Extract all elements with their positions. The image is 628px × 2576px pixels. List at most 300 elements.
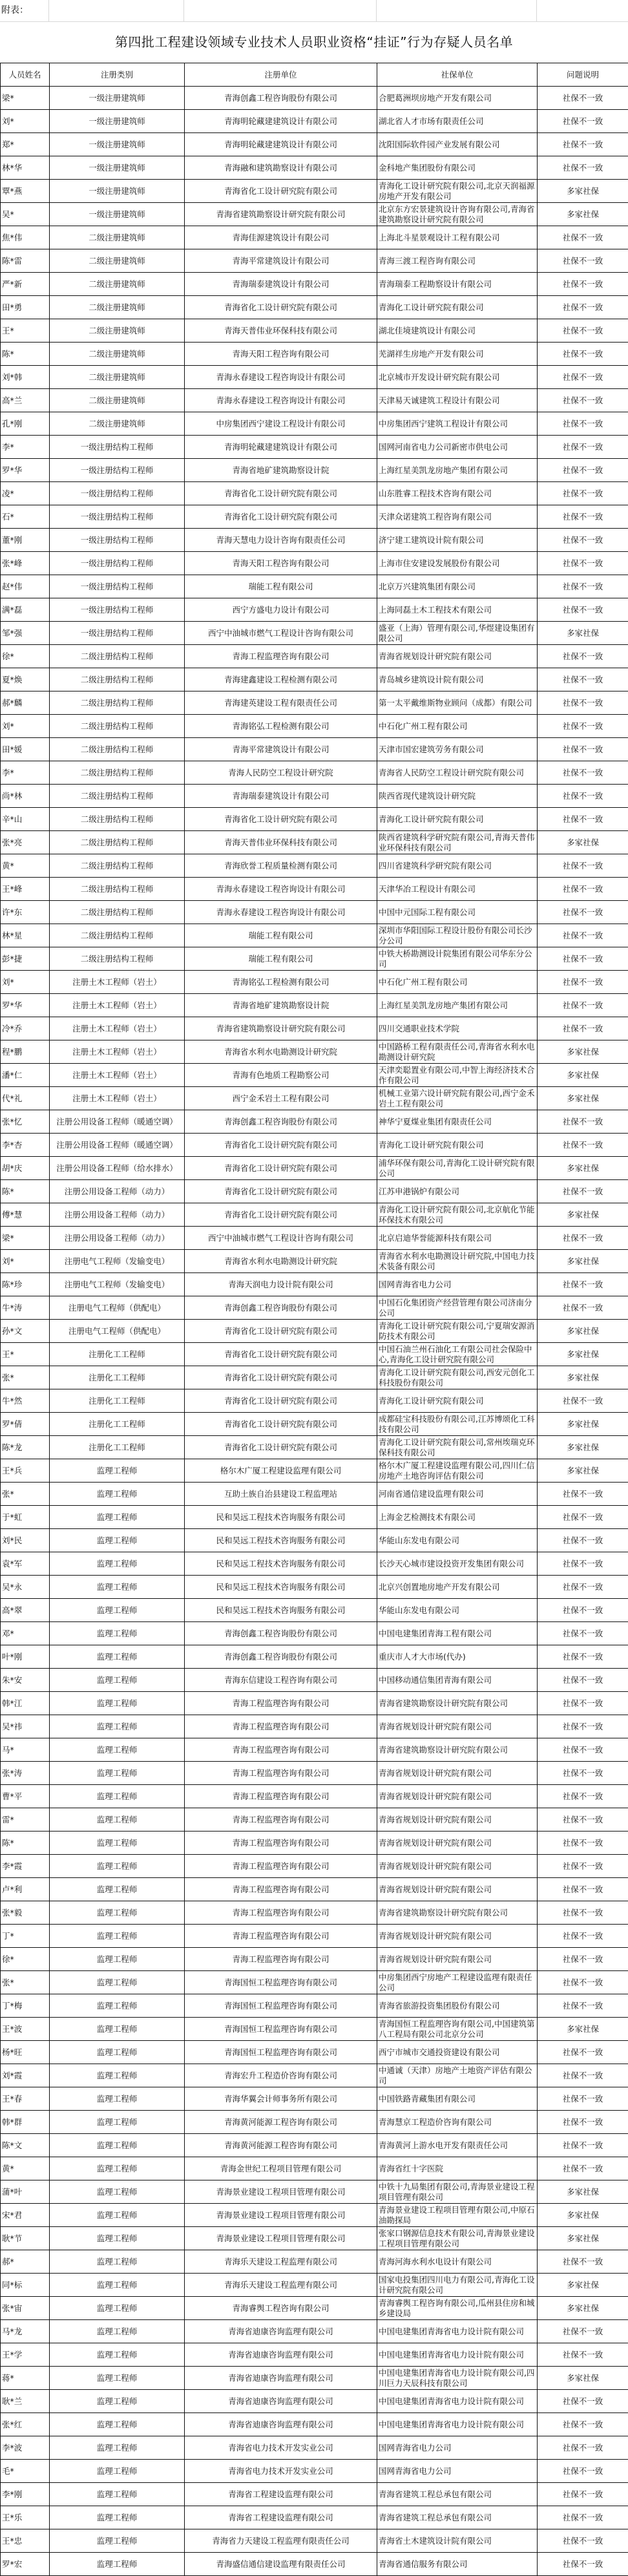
person-name-cell: 罗*华 bbox=[1, 459, 50, 482]
registered-unit-cell: 青海天阳工程咨询有限公司 bbox=[185, 552, 377, 575]
registered-unit-cell: 青海省化工设计研究院有限公司 bbox=[185, 1157, 377, 1180]
issue-cell: 多家社保 bbox=[538, 2204, 628, 2227]
table-row bbox=[1, 622, 628, 645]
registered-unit-cell: 青海天慧电力设计咨询有限责任公司 bbox=[185, 529, 377, 552]
social-security-unit-cell: 青海化工设计研究院有限公司,常州埃瑞克环保科技有限公司 bbox=[377, 1436, 538, 1459]
issue-cell: 社保不一致 bbox=[538, 785, 628, 808]
table-row bbox=[1, 1017, 628, 1040]
table-row bbox=[1, 2180, 628, 2204]
issue-cell: 社保不一致 bbox=[538, 947, 628, 971]
table-row bbox=[1, 1459, 628, 1483]
registration-type-cell: 二级注册结构工程师 bbox=[50, 645, 185, 668]
person-name-cell: 刘* bbox=[1, 1250, 50, 1273]
registered-unit-cell: 青海黄河能源工程咨询有限公司 bbox=[185, 2111, 377, 2134]
registered-unit-cell: 青海平常建筑设计有限公司 bbox=[185, 738, 377, 761]
person-name-cell: 张*忆 bbox=[1, 1110, 50, 1134]
person-name-cell: 林*华 bbox=[1, 156, 50, 180]
person-name-cell: 潘*仁 bbox=[1, 1064, 50, 1087]
registered-unit-cell: 青海国恒工程监理咨询有限公司 bbox=[185, 2041, 377, 2064]
registration-type-cell: 监理工程师 bbox=[50, 1529, 185, 1552]
table-row bbox=[1, 2087, 628, 2111]
registered-unit-cell: 青海有色地质工程勘察公司 bbox=[185, 1064, 377, 1087]
person-name-cell: 田*媛 bbox=[1, 738, 50, 761]
person-name-cell: 陈*珍 bbox=[1, 1273, 50, 1296]
issue-cell: 多家社保 bbox=[538, 2227, 628, 2250]
social-security-unit-cell: 青海瑞泰工程勘察设计有限公司 bbox=[377, 273, 538, 296]
issue-cell: 社保不一致 bbox=[538, 2553, 628, 2576]
issue-cell: 社保不一致 bbox=[538, 2460, 628, 2483]
table-row bbox=[1, 529, 628, 552]
table-row bbox=[1, 1506, 628, 1529]
registered-unit-cell: 青海创鑫工程咨询股份有限公司 bbox=[185, 1110, 377, 1134]
registered-unit-cell: 民和昊远工程技术咨询服务有限公司 bbox=[185, 1576, 377, 1599]
registered-unit-cell: 青海景业建设工程项目管理有限公司 bbox=[185, 2204, 377, 2227]
social-security-unit-cell: 北京东方宏景建筑设计咨询有限公司,青海省建筑勘察设计研究院有限公司 bbox=[377, 203, 538, 226]
table-row bbox=[1, 1296, 628, 1320]
registered-unit-cell: 西宁中油城市燃气工程设计咨询有限公司 bbox=[185, 622, 377, 645]
social-security-unit-cell: 青海化工设计研究院有限公司,北京天润福源房地产开发有限公司 bbox=[377, 180, 538, 203]
person-name-cell: 陈* bbox=[1, 343, 50, 366]
issue-cell: 社保不一致 bbox=[538, 2134, 628, 2157]
issue-cell: 社保不一致 bbox=[538, 645, 628, 668]
issue-cell: 多家社保 bbox=[538, 1320, 628, 1343]
person-name-cell: 李*波 bbox=[1, 2436, 50, 2460]
social-security-unit-cell: 中通诚（天津）房地产土地资产评估有限公司 bbox=[377, 2064, 538, 2087]
person-name-cell: 凌* bbox=[1, 482, 50, 505]
registration-type-cell: 监理工程师 bbox=[50, 1715, 185, 1738]
registered-unit-cell: 青海工程监理咨询有限公司 bbox=[185, 1808, 377, 1832]
registered-unit-cell: 青海建英建设工程有限责任公司 bbox=[185, 692, 377, 715]
issue-cell: 多家社保 bbox=[538, 2018, 628, 2041]
registered-unit-cell: 青海创鑫工程咨询股份有限公司 bbox=[185, 1296, 377, 1320]
person-name-cell: 李*霞 bbox=[1, 1855, 50, 1878]
header-name: 人员姓名 bbox=[1, 63, 50, 87]
social-security-unit-cell: 陕西省现代建筑设计研究院 bbox=[377, 785, 538, 808]
registered-unit-cell: 民和昊远工程技术咨询服务有限公司 bbox=[185, 1506, 377, 1529]
person-name-cell: 石* bbox=[1, 505, 50, 529]
social-security-unit-cell: 格尔木广厦工程建设监理有限公司,四川仁信房地产土地咨询评估有限公司 bbox=[377, 1459, 538, 1483]
issue-cell: 社保不一致 bbox=[538, 273, 628, 296]
person-name-cell: 王*乐 bbox=[1, 2506, 50, 2529]
social-security-unit-cell: 神华宁夏煤业集团有限责任公司 bbox=[377, 1110, 538, 1134]
social-security-unit-cell: 中国电建集团青海省电力设计院有限公司 bbox=[377, 2390, 538, 2413]
issue-cell: 社保不一致 bbox=[538, 878, 628, 901]
registration-type-cell: 监理工程师 bbox=[50, 1808, 185, 1832]
registered-unit-cell: 青海省迪康咨询监理有限公司 bbox=[185, 2367, 377, 2390]
social-security-unit-cell: 机械工业第六设计研究院有限公司,西宁金禾岩土工程有限公司 bbox=[377, 1087, 538, 1110]
issue-cell: 社保不一致 bbox=[538, 1599, 628, 1622]
table-row bbox=[1, 366, 628, 389]
social-security-unit-cell: 山东胜睿工程技术咨询有限公司 bbox=[377, 482, 538, 505]
issue-cell: 多家社保 bbox=[538, 1157, 628, 1180]
registered-unit-cell: 青海工程监理咨询有限公司 bbox=[185, 1715, 377, 1738]
registration-type-cell: 监理工程师 bbox=[50, 2180, 185, 2204]
social-security-unit-cell: 中国路桥工程有限责任公司,青海省水利水电勘测设计研究院 bbox=[377, 1040, 538, 1064]
issue-cell: 社保不一致 bbox=[538, 1948, 628, 1971]
registration-type-cell: 一级注册建筑师 bbox=[50, 110, 185, 133]
registration-type-cell: 二级注册结构工程师 bbox=[50, 785, 185, 808]
social-security-unit-cell: 中国石油兰州石油化工有限公司社会保险中心,青海化工设计研究院有限公司 bbox=[377, 1343, 538, 1366]
social-security-unit-cell: 湖北省人才市场有限责任公司 bbox=[377, 110, 538, 133]
issue-cell: 社保不一致 bbox=[538, 1669, 628, 1692]
social-security-unit-cell: 中铁大桥勘测设计院集团有限公司华东分公司 bbox=[377, 947, 538, 971]
social-security-unit-cell: 青海省规划设计研究院有限公司 bbox=[377, 1878, 538, 1901]
registered-unit-cell: 青海工程监理咨询有限公司 bbox=[185, 1762, 377, 1785]
registration-type-cell: 监理工程师 bbox=[50, 1622, 185, 1645]
table-row bbox=[1, 1273, 628, 1296]
issue-cell: 社保不一致 bbox=[538, 1832, 628, 1855]
issue-cell: 多家社保 bbox=[538, 2367, 628, 2390]
table-row bbox=[1, 2483, 628, 2506]
person-name-cell: 雷* bbox=[1, 1808, 50, 1832]
registered-unit-cell: 青海省水利水电勘测设计研究院 bbox=[185, 1250, 377, 1273]
person-name-cell: 郝* bbox=[1, 2250, 50, 2274]
social-security-unit-cell: 北京兴创置地房地产开发有限公司 bbox=[377, 1576, 538, 1599]
registration-type-cell: 监理工程师 bbox=[50, 1459, 185, 1483]
person-name-cell: 覃*燕 bbox=[1, 180, 50, 203]
table-row bbox=[1, 2157, 628, 2180]
issue-cell: 社保不一致 bbox=[538, 901, 628, 924]
person-name-cell: 王*忠 bbox=[1, 2529, 50, 2553]
social-security-unit-cell: 河南省通信建设监理有限公司 bbox=[377, 1483, 538, 1506]
registration-type-cell: 监理工程师 bbox=[50, 2553, 185, 2576]
registered-unit-cell: 青海明轮藏建建筑设计有限公司 bbox=[185, 436, 377, 459]
registration-type-cell: 二级注册结构工程师 bbox=[50, 738, 185, 761]
issue-cell: 社保不一致 bbox=[538, 1273, 628, 1296]
registered-unit-cell: 青海工程监理咨询有限公司 bbox=[185, 1692, 377, 1715]
registration-type-cell: 监理工程师 bbox=[50, 2390, 185, 2413]
person-name-cell: 王* bbox=[1, 319, 50, 343]
registration-type-cell: 二级注册建筑师 bbox=[50, 226, 185, 249]
issue-cell: 社保不一致 bbox=[538, 87, 628, 110]
registration-type-cell: 二级注册建筑师 bbox=[50, 296, 185, 319]
registered-unit-cell: 青海省化工设计研究院有限公司 bbox=[185, 296, 377, 319]
social-security-unit-cell: 天津众诺建筑工程咨询有限公司 bbox=[377, 505, 538, 529]
registration-type-cell: 监理工程师 bbox=[50, 1948, 185, 1971]
issue-cell: 多家社保 bbox=[538, 1459, 628, 1483]
table-row bbox=[1, 1203, 628, 1227]
registration-type-cell: 监理工程师 bbox=[50, 2041, 185, 2064]
registered-unit-cell: 青海省化工设计研究院有限公司 bbox=[185, 1134, 377, 1157]
social-security-unit-cell: 青海省规划设计研究院有限公司 bbox=[377, 1948, 538, 1971]
social-security-unit-cell: 北京万兴建筑集团有限公司 bbox=[377, 575, 538, 598]
registration-type-cell: 监理工程师 bbox=[50, 2367, 185, 2390]
registered-unit-cell: 青海永春建设工程咨询设计有限公司 bbox=[185, 366, 377, 389]
table-row bbox=[1, 2204, 628, 2227]
issue-cell: 社保不一致 bbox=[538, 2111, 628, 2134]
registration-type-cell: 监理工程师 bbox=[50, 2157, 185, 2180]
table-row bbox=[1, 1552, 628, 1576]
social-security-unit-cell: 青海化工设计研究院有限公司,宁夏瑞安源消防技术有限公司 bbox=[377, 1320, 538, 1343]
table-row bbox=[1, 1413, 628, 1436]
social-security-unit-cell: 华能山东发电有限公司 bbox=[377, 1599, 538, 1622]
registered-unit-cell: 青海省化工设计研究院有限公司 bbox=[185, 808, 377, 831]
registered-unit-cell: 青海省迪康咨询监理有限公司 bbox=[185, 2390, 377, 2413]
registration-type-cell: 监理工程师 bbox=[50, 2483, 185, 2506]
table-row bbox=[1, 761, 628, 785]
social-security-unit-cell: 国家电投集团四川电力有限公司,青海化工设计研究院有限公司 bbox=[377, 2274, 538, 2297]
social-security-unit-cell: 中国电建集团青海省电力设计院有限公司 bbox=[377, 2320, 538, 2343]
table-row bbox=[1, 482, 628, 505]
registration-type-cell: 二级注册结构工程师 bbox=[50, 854, 185, 878]
social-security-unit-cell: 上海金艺检测技术有限公司 bbox=[377, 1506, 538, 1529]
social-security-unit-cell: 北京启迪华誉能源科技有限公司 bbox=[377, 1227, 538, 1250]
registered-unit-cell: 瑞能工程有限公司 bbox=[185, 924, 377, 947]
social-security-unit-cell: 青海省规划设计研究院有限公司 bbox=[377, 1832, 538, 1855]
social-security-unit-cell: 中铁十九局集团有限公司,青海景业建设工程项目管理有限公司 bbox=[377, 2180, 538, 2204]
issue-cell: 社保不一致 bbox=[538, 1529, 628, 1552]
issue-cell: 社保不一致 bbox=[538, 412, 628, 436]
person-name-cell: 吴*永 bbox=[1, 1576, 50, 1599]
registered-unit-cell: 青海天阳工程咨询有限公司 bbox=[185, 343, 377, 366]
registration-type-cell: 二级注册建筑师 bbox=[50, 366, 185, 389]
person-name-cell: 吴*祎 bbox=[1, 1715, 50, 1738]
issue-cell: 多家社保 bbox=[538, 1087, 628, 1110]
person-name-cell: 刘*霞 bbox=[1, 2064, 50, 2087]
registered-unit-cell: 青海国恒工程监理咨询有限公司 bbox=[185, 1994, 377, 2018]
person-name-cell: 郝*麟 bbox=[1, 692, 50, 715]
social-security-unit-cell: 青海黄河上游水电开发有限责任公司 bbox=[377, 2134, 538, 2157]
registration-type-cell: 二级注册结构工程师 bbox=[50, 715, 185, 738]
table-row bbox=[1, 2320, 628, 2343]
registration-type-cell: 注册公用设备工程师（暖通空调） bbox=[50, 1110, 185, 1134]
header-registration-type: 注册类别 bbox=[50, 63, 185, 87]
social-security-unit-cell: 青海慧京工程造价咨询有限公司 bbox=[377, 2111, 538, 2134]
social-security-unit-cell: 北京城市开发设计研究院有限公司 bbox=[377, 366, 538, 389]
registration-type-cell: 监理工程师 bbox=[50, 1506, 185, 1529]
table-row bbox=[1, 505, 628, 529]
issue-cell: 多家社保 bbox=[538, 1343, 628, 1366]
issue-cell: 社保不一致 bbox=[538, 575, 628, 598]
social-security-unit-cell: 青海化工设计研究院有限公司 bbox=[377, 296, 538, 319]
registration-type-cell: 一级注册建筑师 bbox=[50, 156, 185, 180]
table-row bbox=[1, 692, 628, 715]
registered-unit-cell: 青海省力天建设工程监理有限责任公司 bbox=[185, 2529, 377, 2553]
registered-unit-cell: 互助土族自治县建设工程监理站 bbox=[185, 1483, 377, 1506]
table-row bbox=[1, 343, 628, 366]
person-name-cell: 张* bbox=[1, 1483, 50, 1506]
registration-type-cell: 注册化工工程师 bbox=[50, 1436, 185, 1459]
registered-unit-cell: 青海欣誉工程质量检测有限公司 bbox=[185, 854, 377, 878]
person-name-cell: 彭*捷 bbox=[1, 947, 50, 971]
issue-cell: 社保不一致 bbox=[538, 1506, 628, 1529]
registration-type-cell: 一级注册结构工程师 bbox=[50, 529, 185, 552]
issue-cell: 社保不一致 bbox=[538, 505, 628, 529]
social-security-unit-cell: 青海省规划设计研究院有限公司 bbox=[377, 645, 538, 668]
person-name-cell: 陈* bbox=[1, 1180, 50, 1203]
social-security-unit-cell: 金科地产集团股份有限公司 bbox=[377, 156, 538, 180]
issue-cell: 社保不一致 bbox=[538, 1389, 628, 1413]
social-security-unit-cell: 湖北佳境建筑设计有限公司 bbox=[377, 319, 538, 343]
person-name-cell: 陈*文 bbox=[1, 2134, 50, 2157]
registration-type-cell: 二级注册结构工程师 bbox=[50, 831, 185, 854]
issue-cell: 社保不一致 bbox=[538, 2041, 628, 2064]
issue-cell: 社保不一致 bbox=[538, 738, 628, 761]
issue-cell: 社保不一致 bbox=[538, 1715, 628, 1738]
registered-unit-cell: 青海省迪康咨询监理有限公司 bbox=[185, 2320, 377, 2343]
issue-cell: 社保不一致 bbox=[538, 2436, 628, 2460]
registration-type-cell: 注册公用设备工程师（动力） bbox=[50, 1203, 185, 1227]
person-name-cell: 罗*宏 bbox=[1, 2553, 50, 2576]
table-row bbox=[1, 1785, 628, 1808]
social-security-unit-cell: 青海省旅游投资集团股份有限公司 bbox=[377, 1994, 538, 2018]
person-name-cell: 陈*雷 bbox=[1, 249, 50, 273]
table-row bbox=[1, 1366, 628, 1389]
registration-type-cell: 一级注册结构工程师 bbox=[50, 622, 185, 645]
registered-unit-cell: 民和昊远工程技术咨询服务有限公司 bbox=[185, 1529, 377, 1552]
registered-unit-cell: 青海工程监理咨询有限公司 bbox=[185, 645, 377, 668]
registered-unit-cell: 青海省工程建设监理有限公司 bbox=[185, 2483, 377, 2506]
social-security-unit-cell: 中国电建集团青海工程有限公司 bbox=[377, 1622, 538, 1645]
issue-cell: 社保不一致 bbox=[538, 761, 628, 785]
person-name-cell: 高*翠 bbox=[1, 1599, 50, 1622]
social-security-unit-cell: 青海省规划设计研究院有限公司 bbox=[377, 1855, 538, 1878]
table-row bbox=[1, 1669, 628, 1692]
social-security-unit-cell: 天津易天诚建筑工程设计有限公司 bbox=[377, 389, 538, 412]
table-row bbox=[1, 2553, 628, 2576]
registered-unit-cell: 青海省建筑勘察设计研究院有限公司 bbox=[185, 203, 377, 226]
issue-cell: 社保不一致 bbox=[538, 2413, 628, 2436]
registration-type-cell: 监理工程师 bbox=[50, 2460, 185, 2483]
attachment-label: 附表： bbox=[0, 0, 49, 21]
registration-type-cell: 监理工程师 bbox=[50, 2529, 185, 2553]
issue-cell: 社保不一致 bbox=[538, 1227, 628, 1250]
table-row bbox=[1, 459, 628, 482]
social-security-unit-cell: 中石化广州工程有限公司 bbox=[377, 971, 538, 994]
registered-unit-cell: 青海创鑫工程咨询股份有限公司 bbox=[185, 87, 377, 110]
table-row bbox=[1, 552, 628, 575]
registered-unit-cell: 青海省化工设计研究院有限公司 bbox=[185, 1320, 377, 1343]
issue-cell: 社保不一致 bbox=[538, 2157, 628, 2180]
registration-type-cell: 监理工程师 bbox=[50, 1738, 185, 1762]
social-security-unit-cell: 国网青海省电力公司 bbox=[377, 2436, 538, 2460]
registered-unit-cell: 格尔木广厦工程建设监理有限公司 bbox=[185, 1459, 377, 1483]
registration-type-cell: 注册土木工程师（岩土） bbox=[50, 971, 185, 994]
registered-unit-cell: 青海建鑫建设工程检测有限公司 bbox=[185, 668, 377, 692]
table-row bbox=[1, 1110, 628, 1134]
empty-cell bbox=[49, 0, 184, 21]
social-security-unit-cell: 青海景业建设工程项目管理有限公司,中原石油勘探局 bbox=[377, 2204, 538, 2227]
person-name-cell: 丁* bbox=[1, 1925, 50, 1948]
issue-cell: 社保不一致 bbox=[538, 1110, 628, 1134]
registration-type-cell: 二级注册建筑师 bbox=[50, 389, 185, 412]
table-body bbox=[1, 87, 628, 2576]
issue-cell: 社保不一致 bbox=[538, 343, 628, 366]
person-name-cell: 于*虹 bbox=[1, 1506, 50, 1529]
issue-cell: 多家社保 bbox=[538, 1040, 628, 1064]
registered-unit-cell: 青海省迪康咨询监理有限公司 bbox=[185, 2413, 377, 2436]
registration-type-cell: 二级注册结构工程师 bbox=[50, 947, 185, 971]
social-security-unit-cell: 青岛城乡建筑设计院有限公司 bbox=[377, 668, 538, 692]
person-name-cell: 罗*华 bbox=[1, 994, 50, 1017]
registration-type-cell: 一级注册结构工程师 bbox=[50, 552, 185, 575]
registration-type-cell: 一级注册结构工程师 bbox=[50, 436, 185, 459]
person-name-cell: 李* bbox=[1, 761, 50, 785]
person-name-cell: 林*星 bbox=[1, 924, 50, 947]
table-row bbox=[1, 412, 628, 436]
registered-unit-cell: 青海省化工设计研究院有限公司 bbox=[185, 1413, 377, 1436]
registered-unit-cell: 青海工程监理咨询有限公司 bbox=[185, 1832, 377, 1855]
registration-type-cell: 监理工程师 bbox=[50, 2064, 185, 2087]
social-security-unit-cell: 上海同磊土木工程技术有限公司 bbox=[377, 598, 538, 622]
table-row bbox=[1, 1483, 628, 1506]
social-security-unit-cell: 中国电建集团青海省电力设计院有限公司 bbox=[377, 2343, 538, 2367]
person-name-cell: 韩*江 bbox=[1, 1692, 50, 1715]
registered-unit-cell: 西宁金禾岩土工程有限公司 bbox=[185, 1087, 377, 1110]
person-name-cell: 蒲*叶 bbox=[1, 2180, 50, 2204]
issue-cell: 社保不一致 bbox=[538, 668, 628, 692]
table-row bbox=[1, 2436, 628, 2460]
person-name-cell: 严*新 bbox=[1, 273, 50, 296]
issue-cell: 社保不一致 bbox=[538, 529, 628, 552]
registration-type-cell: 注册化工工程师 bbox=[50, 1343, 185, 1366]
table-row bbox=[1, 1622, 628, 1645]
table-row bbox=[1, 1064, 628, 1087]
registered-unit-cell: 青海永春建设工程咨询设计有限公司 bbox=[185, 878, 377, 901]
issue-cell: 社保不一致 bbox=[538, 1576, 628, 1599]
registered-unit-cell: 青海省电力技术开发实业公司 bbox=[185, 2460, 377, 2483]
table-row bbox=[1, 2041, 628, 2064]
registered-unit-cell: 青海铭弘工程检测有限公司 bbox=[185, 715, 377, 738]
table-row bbox=[1, 1134, 628, 1157]
issue-cell: 社保不一致 bbox=[538, 1622, 628, 1645]
table-row bbox=[1, 2390, 628, 2413]
table-row bbox=[1, 645, 628, 668]
person-name-cell: 徐* bbox=[1, 1948, 50, 1971]
registration-type-cell: 监理工程师 bbox=[50, 2320, 185, 2343]
person-name-cell: 袁*军 bbox=[1, 1552, 50, 1576]
registered-unit-cell: 青海省化工设计研究院有限公司 bbox=[185, 180, 377, 203]
issue-cell: 多家社保 bbox=[538, 2297, 628, 2320]
table-row bbox=[1, 2529, 628, 2553]
issue-cell: 多家社保 bbox=[538, 622, 628, 645]
issue-cell: 社保不一致 bbox=[538, 249, 628, 273]
table-row bbox=[1, 1925, 628, 1948]
person-name-cell: 张* bbox=[1, 1971, 50, 1994]
registered-unit-cell: 青海宏升工程造价咨询有限公司 bbox=[185, 2064, 377, 2087]
table-row bbox=[1, 1157, 628, 1180]
registered-unit-cell: 瑞能工程有限公司 bbox=[185, 575, 377, 598]
registration-type-cell: 注册公用设备工程师（动力） bbox=[50, 1180, 185, 1203]
table-row bbox=[1, 2274, 628, 2297]
registered-unit-cell: 青海盛信通信建设监理有限责任公司 bbox=[185, 2553, 377, 2576]
person-name-cell: 张*亮 bbox=[1, 831, 50, 854]
social-security-unit-cell: 青海省建筑勘察设计研究院有限公司 bbox=[377, 1692, 538, 1715]
person-name-cell: 耿*兰 bbox=[1, 2390, 50, 2413]
social-security-unit-cell: 青海省建筑勘察设计研究院有限公司 bbox=[377, 1738, 538, 1762]
issue-cell: 社保不一致 bbox=[538, 1855, 628, 1878]
social-security-unit-cell: 青海省建筑工程总承包有限公司 bbox=[377, 2506, 538, 2529]
person-name-cell: 张*毅 bbox=[1, 1901, 50, 1925]
social-security-unit-cell: 青海化工设计研究院有限公司,西安元创化工科技股份有限公司 bbox=[377, 1366, 538, 1389]
table-row bbox=[1, 249, 628, 273]
registration-type-cell: 监理工程师 bbox=[50, 2343, 185, 2367]
registration-type-cell: 监理工程师 bbox=[50, 2018, 185, 2041]
social-security-unit-cell: 青海省人民防空工程设计研究院有限公司 bbox=[377, 761, 538, 785]
issue-cell: 社保不一致 bbox=[538, 1808, 628, 1832]
registered-unit-cell: 青海工程监理咨询有限公司 bbox=[185, 1901, 377, 1925]
registered-unit-cell: 青海景业建设工程项目管理有限公司 bbox=[185, 2180, 377, 2204]
table-row bbox=[1, 1762, 628, 1785]
registration-type-cell: 监理工程师 bbox=[50, 1692, 185, 1715]
issue-cell: 社保不一致 bbox=[538, 1738, 628, 1762]
registration-type-cell: 监理工程师 bbox=[50, 2413, 185, 2436]
registration-type-cell: 监理工程师 bbox=[50, 1483, 185, 1506]
person-name-cell: 牛*涛 bbox=[1, 1296, 50, 1320]
registration-type-cell: 二级注册结构工程师 bbox=[50, 808, 185, 831]
table-header-row bbox=[1, 63, 628, 87]
issue-cell: 社保不一致 bbox=[538, 808, 628, 831]
